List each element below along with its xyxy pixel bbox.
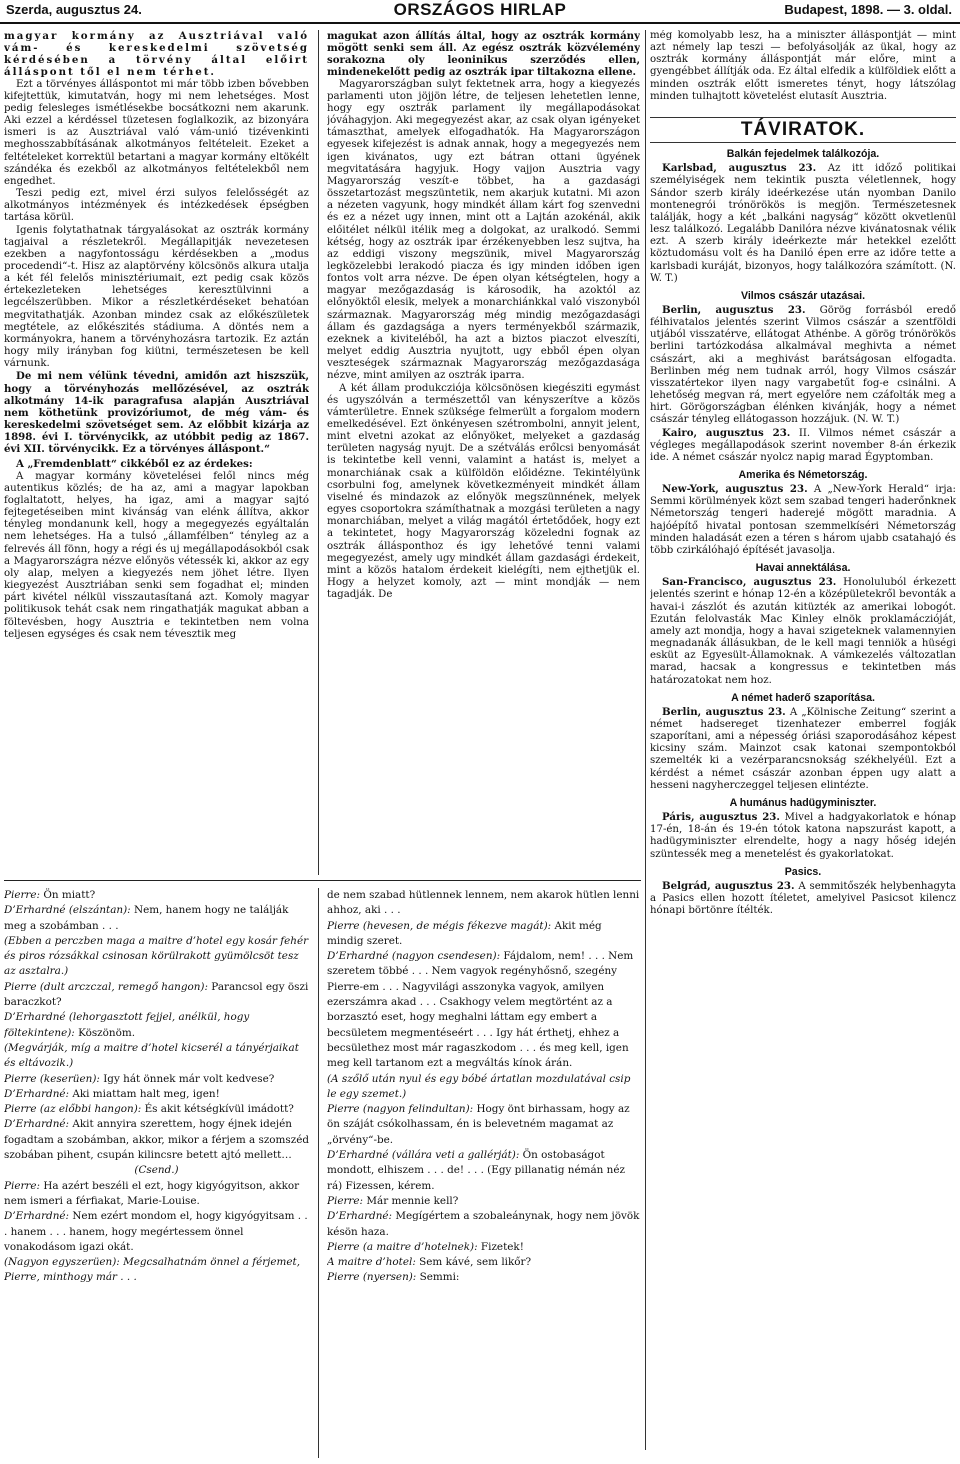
dialogue-text: Fájdalom, nem! . . . Nem szeretem többé . . . Nem vagyok regényhősnő, szegény Pierre-em . . . Nagyvilági asszonyka vagyok, amilyen ezerszámra akad . . . Csakhogy velem megtörtént az a borzasztó eset, hogy meghalni láttam egy embert a becsületem megmentéseért . . . Igy hát érthetj, ehhez a becsülethez most már ragaszkodom . . . és meg kell, igen meg kell tartanom ezt a megváltás kínok árán.	[327, 950, 634, 1070]
article-lead: magyar kormány az Ausztriával való vám- és kereskedelmi szövetség kérdésében a törvény által előirt álláspont től el nem térhet.	[4, 30, 309, 79]
dialogue-line	[327, 1148, 640, 1194]
dialogue-speaker: Pierre (az előbbi hangon):	[4, 1103, 145, 1116]
telegram-item	[650, 880, 956, 917]
telegram-column	[650, 30, 956, 1450]
dialogue-speaker: D’Erhardné:	[327, 1210, 396, 1223]
dialogue-line	[327, 1072, 640, 1103]
dialogue-line	[4, 1179, 309, 1210]
telegram-heading: Balkán fejedelmek találkozója.	[726, 148, 880, 161]
feuilleton-column-1	[4, 888, 309, 1458]
dialogue-line	[327, 1102, 640, 1148]
dialogue-speaker: D’Erhardné:	[4, 1118, 73, 1131]
telegram-heading: Havai annektálása.	[755, 562, 851, 575]
dialogue-text: Hogy önt birhassam, hogy az ön száját csókolhassam, én is belevetném magamat az „örvény“-be.	[327, 1103, 630, 1146]
dialogue-text: Akit annyira szerettem, hogy éjnek idején fogadtam a szobámban, akkor, mikor a férjem a szomszéd szobában pihent, csupán kilincsre betett ajtó mellett…	[4, 1118, 309, 1162]
telegram-item	[650, 162, 956, 285]
telegram-dateline: Kairo, augusztus 23.	[662, 426, 791, 439]
dialogue-speaker: D’Erhardné (lehorgasztott fejjel, anélkül, hogy föltekintene):	[4, 1011, 250, 1039]
telegram-text: Mivel a hadgyakorlatok e hónap 17-én, 18-án és 19-én tótok katona napszurást kapott, a hadügyminiszter elrendelte, hogy a nagy hőség idején szüntessék meg a menetelést és gyakorlatokat.	[650, 812, 956, 860]
dialogue-line	[4, 980, 309, 1011]
telegram-text: II. Vilmos német császár a végleges megállapodások szerint november 8-án érkezik ide. A német császár nyolcz napig marad Égyptomban.	[650, 427, 956, 463]
article-paragraph: Teszi pedig ezt, mivel érzi sulyos felelősségét az alkotmányos intézmények és intézkedések épségben tartása körül.	[4, 188, 309, 224]
dialogue-line	[327, 1255, 640, 1270]
dialogue-speaker: Pierre (nagyon felindultan):	[327, 1103, 477, 1116]
telegram-text: A semmitőszék helybenhagyta a Pasics ellen hozott ítéletet, amelyivel Pasicsot kilencz hónapi börtönre ítélték.	[650, 880, 956, 917]
header-date: Szerda, augusztus 24.	[6, 2, 142, 17]
telegram-heading: Vilmos császár utazásai.	[740, 289, 866, 302]
dialogue-line	[327, 949, 640, 1071]
telegram-dateline: San-Francisco, augusztus 23.	[662, 576, 837, 589]
telegram-heading: Amerika és Németország.	[738, 469, 868, 481]
dialogue-line	[4, 1041, 309, 1072]
dialogue-speaker: Pierre (hevesen, de mégis fékezve magát):	[327, 919, 555, 932]
dialogue-line	[4, 1072, 309, 1087]
dialogue-text: Nem, hanem hogy ne találják meg a szobámban . . .	[4, 904, 289, 932]
dialogue-text: Fizetek!	[480, 1240, 524, 1253]
dialogue-line	[4, 903, 309, 934]
telegram-dateline: Karlsbad, augusztus 23.	[662, 162, 817, 175]
dialogue-line	[327, 1240, 640, 1255]
dialogue-text: Igy hát önnek már volt kedvese?	[103, 1072, 275, 1085]
dialogue-text: (Csend.)	[134, 1164, 179, 1177]
dialogue-speaker: D’Erhardné:	[4, 1087, 73, 1100]
dialogue-text: Parancsol egy öszi baraczkot?	[4, 980, 309, 1009]
dialogue-text: Sem kávé, sem likőr?	[419, 1256, 532, 1269]
dialogue-speaker: D’Erhardné (elszántan):	[4, 904, 134, 917]
article-paragraph: Ezt a törvényes álláspontot mi már több izben bővebben kifejtettük, kimutatván, hogy mi nem lehetséges. Most pedig felesleges ismétlésekbe bocsátkozni nem akarunk. Aki ezzel a kérdéssel tüzetesen foglalkozik, az bizonyára ismeri is az Ausztriával való vám-unió tizévenkinti meghosszabbításának alkotmányos feltételeit. Ezeket a feltételeket korrektül betartani a magyar kormány eltökélt szándéka és ezekből az alkotmányos feltételekből nem engedhet.	[4, 78, 309, 187]
telegram-item	[650, 427, 956, 464]
telegram-heading: A német haderő szaporítása.	[731, 691, 875, 704]
newspaper-title: ORSZÁGOS HIRLAP	[393, 0, 567, 19]
dialogue-line	[4, 1255, 309, 1286]
dialogue-text: És akit kétségkívül imádott?	[144, 1103, 294, 1116]
telegram-dateline: New-York, augusztus 23.	[662, 483, 808, 496]
dialogue-speaker: Pierre:	[4, 1179, 44, 1192]
dialogue-line	[4, 934, 309, 980]
telegram-item	[650, 811, 956, 861]
column-rule-1	[318, 30, 319, 875]
dialogue-line	[4, 1163, 309, 1178]
dialogue-line	[4, 1117, 309, 1163]
dialogue-text: de nem szabad hütlennek lennem, nem akarok hütlen lenni ahhoz, aki . . .	[327, 889, 640, 917]
feuilleton-column-2	[327, 888, 640, 1458]
telegram-text: A „Kölnische Zeitung“ szerint a német hadsereget tizenhatezer emberrel fogják szaporítani, ami a népesség óriási szaporodásához képest kicsiny szám. Mainzot csak katonai szempontokból szemelték ki a vezérparancsnokság székhelyéül. Ezt a kérdést a német császár azonban éppen ugy alatt a hesseni nagyherczeggel teljesen elintézte.	[650, 706, 956, 791]
dialogue-text: Akit még mindig szeret.	[327, 919, 602, 947]
telegram-item	[650, 483, 956, 557]
dialogue-speaker: Pierre (a maitre d’hotelnek):	[327, 1240, 481, 1253]
article-paragraph: De mi nem vélünk tévedni, amidőn azt hiszszük, hogy a törvényhozás mellőzésével, az osztrák alkotmány 14-ik paragrafusa alapján Ausztriával nem köthetünk provizóriumot, de még vám- és kereskedelmi szövetséget sem. Az előbbit kizárja az 1898. évi I. törvénycikk, az utóbbit pedig az 1867. évi XII. törvénycikk. Ez a törvényes álláspont.“	[4, 370, 309, 456]
dialogue-line	[4, 1102, 309, 1117]
article-paragraph: Igenis folytathatnak tárgyalásokat az osztrák kormány tagjaival a részletekről. Megállapitják nevezetesen ezekben a nagyfontosságu kérdésekben a „modus procedendi“-t. Hisz az alaptörvény kölcsönös alkura utalja a két fél felelős minisztériumait, ezt pedig csak közös értekezleteken lehetséges keresztülvinni a legcélszerübben. Mikor a részletkérdéseket behatóan megvitathatják. Azonban mindez csak az előkészületek megtétele, az előkészités stádiuma. A döntés nem a kormányokra, hanem a törvényhozásra tartozik. Ez aztán hogy mily irányban fog kiütni, természetesen be kell várnunk.	[4, 224, 309, 370]
dialogue-speaker: D’Erhardné (vállára veti a gallérját):	[327, 1149, 523, 1162]
feuilleton-rule	[4, 880, 641, 881]
dialogue-line	[327, 919, 640, 950]
dialogue-text: Ön ostobaságot mondott, elhiszem . . . de! . . . (Egy pillanatig némán néz rá) Fizessen, kérem.	[327, 1149, 625, 1192]
dialogue-text: Aki miattam halt meg, igen!	[72, 1087, 220, 1100]
dialogue-text: Ha azért beszéli el ezt, hogy kigyógyitson, akkor nem ismeri a férfiakat, Marie-Louise.	[4, 1179, 300, 1207]
dialogue-line	[327, 1194, 640, 1209]
column-rule-2	[645, 30, 646, 1450]
dialogue-speaker: Pierre:	[4, 889, 44, 901]
dialogue-speaker: A maitre d’hotel:	[327, 1256, 420, 1269]
article-paragraph: A magyar kormány követelései felől nincs még autentikus közlés; de ha az, ami a magyar lapokban foglaltatott, helyes, ha igaz, ami a magyar sajtó fejtegetéseiben mint kivánság van elénk állítva, akkor tényleg mondanunk kell, hogy a megegyezés egyáltalán nem lehetséges. Ha a tulsó „államfélben“ tényleg az a felrevés áll fönn, hogy a régi és uj megállapodásokból csak a Magyarországra nézve előnyös vétessék ki, akkor az egy oly alap, melyen a kiegyezés nem jöhet létre. Ilyen kiegyezést Ausztriában senki sem fogadhat el; minden párt kivétel nélkül visszautasítaná azt. Komoly magyar politikusok tehát csak nem ringathatják magukat abban a föltevésben, hogy Ausztria e tekintetben nem volna teljesen egységes és csak nem tévesztik meg	[4, 470, 309, 640]
telegram-list	[650, 148, 956, 917]
telegram-text: Honoluluból érkezett jelentés szerint e hónap 12-én a középületekről bevonták a havai-i zászlót és azután kitüzték az amerikai lobogót. Ezután felolvasták Mac Kinley elnök proklamáczióját, amely azt mondja, hogy a havai szigeteknek valamennyien megnadanák állásukban, de le kell magi tenniök a hüségi esküt az Egyesült-Államoknak. A vámkezelés változatlan marad, hacsak a kongressus e tekintetben más határozatokat nem hoz.	[650, 577, 956, 686]
dialogue-text: (Nagyon egyszerüen): Megcsalhatnám önnel a férjemet, Pierre, minthogy már . . .	[4, 1256, 301, 1284]
telegram-dateline: Páris, augusztus 23.	[662, 811, 780, 824]
telegram-text: Az itt időző politikai személyiségek nem tekintik puszta véletlennek, hogy Sándor szerb király ideérkezése után nyomban Danilo montenegrói trónörökös is megjön. Természetesnek találják, hogy a két „balkáni nagyság“ között okvetlenül lesz találkozó. Legalább Danilóra nézve kivánatosnak vélik ezt. A szerb király ideérkezte már hetekkel ezelőtt köztudomásu volt és ha Daniló épen erre az időre tette a karlsbadi kuráját, bizonyos, hogy találkozóra számított. (N. W. T.)	[650, 163, 956, 284]
article-continuation: még komolyabb lesz, ha a miniszter álláspontját — mint azt némely lap teszi — befolyásolják az ükal, hogy az osztrák kormány álláspontját már előre, mint a gyengébbet állítják oda. Ez által elfedik a külföldiek előtt a minden osztrák előtt ismeretes tényt, hogy látszólag minden tulhajtott követelést elutasít Ausztria.	[650, 30, 956, 102]
dialogue-speaker: D’Erhardné (nagyon csendesen):	[327, 950, 504, 963]
telegram-text: A „New-York Herald“ irja: Semmi körülmények közt sem szabad tengeri haderőnknek Németország tengeri haderejé mögött maradnia. A hajóépítő hivatal pontosan szemmelkíséri Németország minden haladását ezen a téren s három ujabb csatahajó és több czirkálóhajó építését javasolja.	[650, 484, 956, 556]
dialogue-text: (Megvárják, míg a maitre d’hotel kicserél a tányérjaikat és eltávozik.)	[4, 1041, 299, 1070]
dialogue-text: Nem ezért mondom el, hogy kigyógyitsam . . . hanem . . . hanem, hogy megértessem önnel vonakodásom igazi okát.	[4, 1210, 308, 1253]
article-column-1	[4, 30, 309, 875]
dialogue-line	[4, 888, 309, 903]
dialogue-speaker: Pierre (nyersen):	[327, 1271, 420, 1284]
article-paragraph: magukat azon állítás által, hogy az osztrák kormány mögött senki sem áll. Az egész osztrák közvélemény sorakozna oly leoninikus szerződés ellen, mindenekelőtt pedig az osztrák ipar tiltakozna ellene.	[327, 30, 640, 79]
dialogue-text: Már mennie kell?	[366, 1194, 459, 1207]
header-page-info: Budapest, 1898. — 3. oldal.	[784, 2, 952, 17]
dialogue-text: Megígértem a szobaleánynak, hogy nem jövök késön haza.	[327, 1210, 640, 1238]
dialogue-line	[4, 1087, 309, 1102]
telegram-item	[650, 304, 956, 427]
dialogue-text: (Ebben a perczben maga a maitre d’hotel egy kosár fehér és piros rózsákkal csinosan körülrakott gyümölcsöt tesz az asztalra.)	[4, 934, 309, 978]
dialogue-line	[4, 1010, 309, 1041]
article-paragraph: Magyarországban sulyt fektetnek arra, hogy a kiegyezés parlamenti uton jöjjön létre, de teljesen lehetetlen lenne, hogy egy osztrák parlament ily megállapodásokat jóváhagyjon. Aki megegyezést akar, az csak olyan igényeket támaszthat, amelyek elfogadhatók. Ha Magyarországon egyesek kifejezést is adnak annak, hogy a megegyezés nem igen kivánatos, ugy ezt bátran ottani ügyének megvitatására hagyjuk. Hogy vajjon Ausztria vagy Magyarország veszít-e többet, ha a gazdasági összetartozást megszüntetik, nem akarjuk kutatni. Mi azon a nézeten vagyunk, hogy mindkét állam kárt fog szenvedni és ez a nézet ugy innen, mint ott a Lajtán azokénál, akik előitélet nélkül itélik meg a dolgokat, az uralkodó. Semmi kétség, hogy az osztrák ipar érzékenyebben lesz sujtva, ha az eddigi viszony megszünik, mivel Magyarország legközelebbi lerakodó piacza és igy minden időben igen fontos volt arra nézve. De épen olyan kétségtelen, hogy a magyar mezőgazdaság is károsodik, ha azoktól az előnyöktől elesik, melyek a monarchiánkkal való viszonyból származnak. Magyarország még mindig mezőgazdasági állam és gazdagsága a nyers terményekből származik, ezeknek a kiviteléből, ha azt a biztos piaczot elveszíti, melyet eddig Ausztria nyujtott, ugy ebből épen olyan veszteségek származnak Magyarország mezőgazdasága nézve, mint amilyen az osztrák iparra.	[327, 78, 640, 382]
dialogue-line	[327, 1270, 640, 1285]
dialogue-text: Semmi:	[419, 1271, 460, 1284]
article-column-2	[327, 30, 640, 875]
dialogue-speaker: Pierre:	[327, 1194, 367, 1207]
telegram-dateline: Berlin, augusztus 23.	[662, 705, 786, 718]
section-title-taviratok: TÁVIRATOK.	[650, 117, 956, 143]
dialogue-speaker: D’Erhardné:	[4, 1210, 73, 1223]
dialogue-speaker: Pierre (keserüen):	[4, 1072, 104, 1085]
article-subhead: A „Fremdenblatt“ cikkéből ez az érdekes:	[16, 458, 253, 471]
telegram-dateline: Belgrád, augusztus 23.	[662, 879, 795, 892]
dialogue-text: (A szőlő után nyul és egy bóbé ártatlan mozdulatával csip le egy szemet.)	[327, 1072, 631, 1100]
page-header	[0, 0, 960, 24]
dialogue-line	[327, 888, 640, 919]
telegram-item	[650, 706, 956, 792]
column-rule-3	[318, 888, 319, 1458]
dialogue-text: Köszönöm.	[78, 1026, 135, 1039]
dialogue-text: Ön miatt?	[43, 889, 96, 901]
telegram-dateline: Berlin, augusztus 23.	[662, 303, 806, 316]
telegram-text: Görög forrásból eredő félhivatalos jelentés szerint Vilmos császár a szentföldi utjából visszatérve, ellátogat Athénbe. A görög trónörökös berlini tartózkodása alkalmával meghivta a német császárt, aki a meghivást barátságosan elfogadta. Berlinben még nem tudnak arról, hogy Vilmos császár visszatértekor ilyen nagy vargabetűt fog-e csinálni. A lehetőség megvan rá, mert egyelőre nem czáfolták meg a hirt. Görögországban élénken kivánják, hogy a német császár tényleg ellátogasson hozzájuk. (N. W. T.)	[650, 304, 956, 426]
telegram-item	[650, 576, 956, 686]
telegram-heading: A humánus hadügyminiszter.	[729, 796, 877, 809]
article-paragraph: A két állam produkcziója kölcsönösen kiegésziti egymást és ugyszólván a természettől van kényszerítve a közös vámterületre. Ennek szüksége felmerült a forgalom modern emelkedésével. Ezt önkényesen szétrombolni, annyit jelent, mint elvetni azokat az előnyöket, melyeket a gazdaság területen nagyság nyujt. De a szétválás erőlcsi benyomását is tekintetbe kell venni, valamint a hatást is, melyet a monarchiának csak a külföldön előidézne. Tekintélyünk csorbulni fog, amelynek következményeit mindkét állam viselné és mindazok az előnyök megszünnének, melyek egyes csoportokra számíthatnak a mozgási területen a nagy monarchiában, melyet a világ magától értetődőek, hogy ezt a tekintetet, hogy Magyarország közeledni fognak az osztrák állásponthoz és igy lehetővé tenni valami megegyezést, amely ugy mindkét állam gazdasági érdekeit, mint a közös hatalom érdekeit kielégíti, nem ejthetjük el. Hogy a helyzet komoly, azt — mint mondják — nem tagadják. De	[327, 382, 640, 601]
dialogue-line	[4, 1209, 309, 1255]
dialogue-line	[327, 1209, 640, 1240]
dialogue-speaker: Pierre (dult arczczal, remegő hangon):	[4, 980, 212, 993]
telegram-heading: Pasics.	[784, 865, 822, 878]
